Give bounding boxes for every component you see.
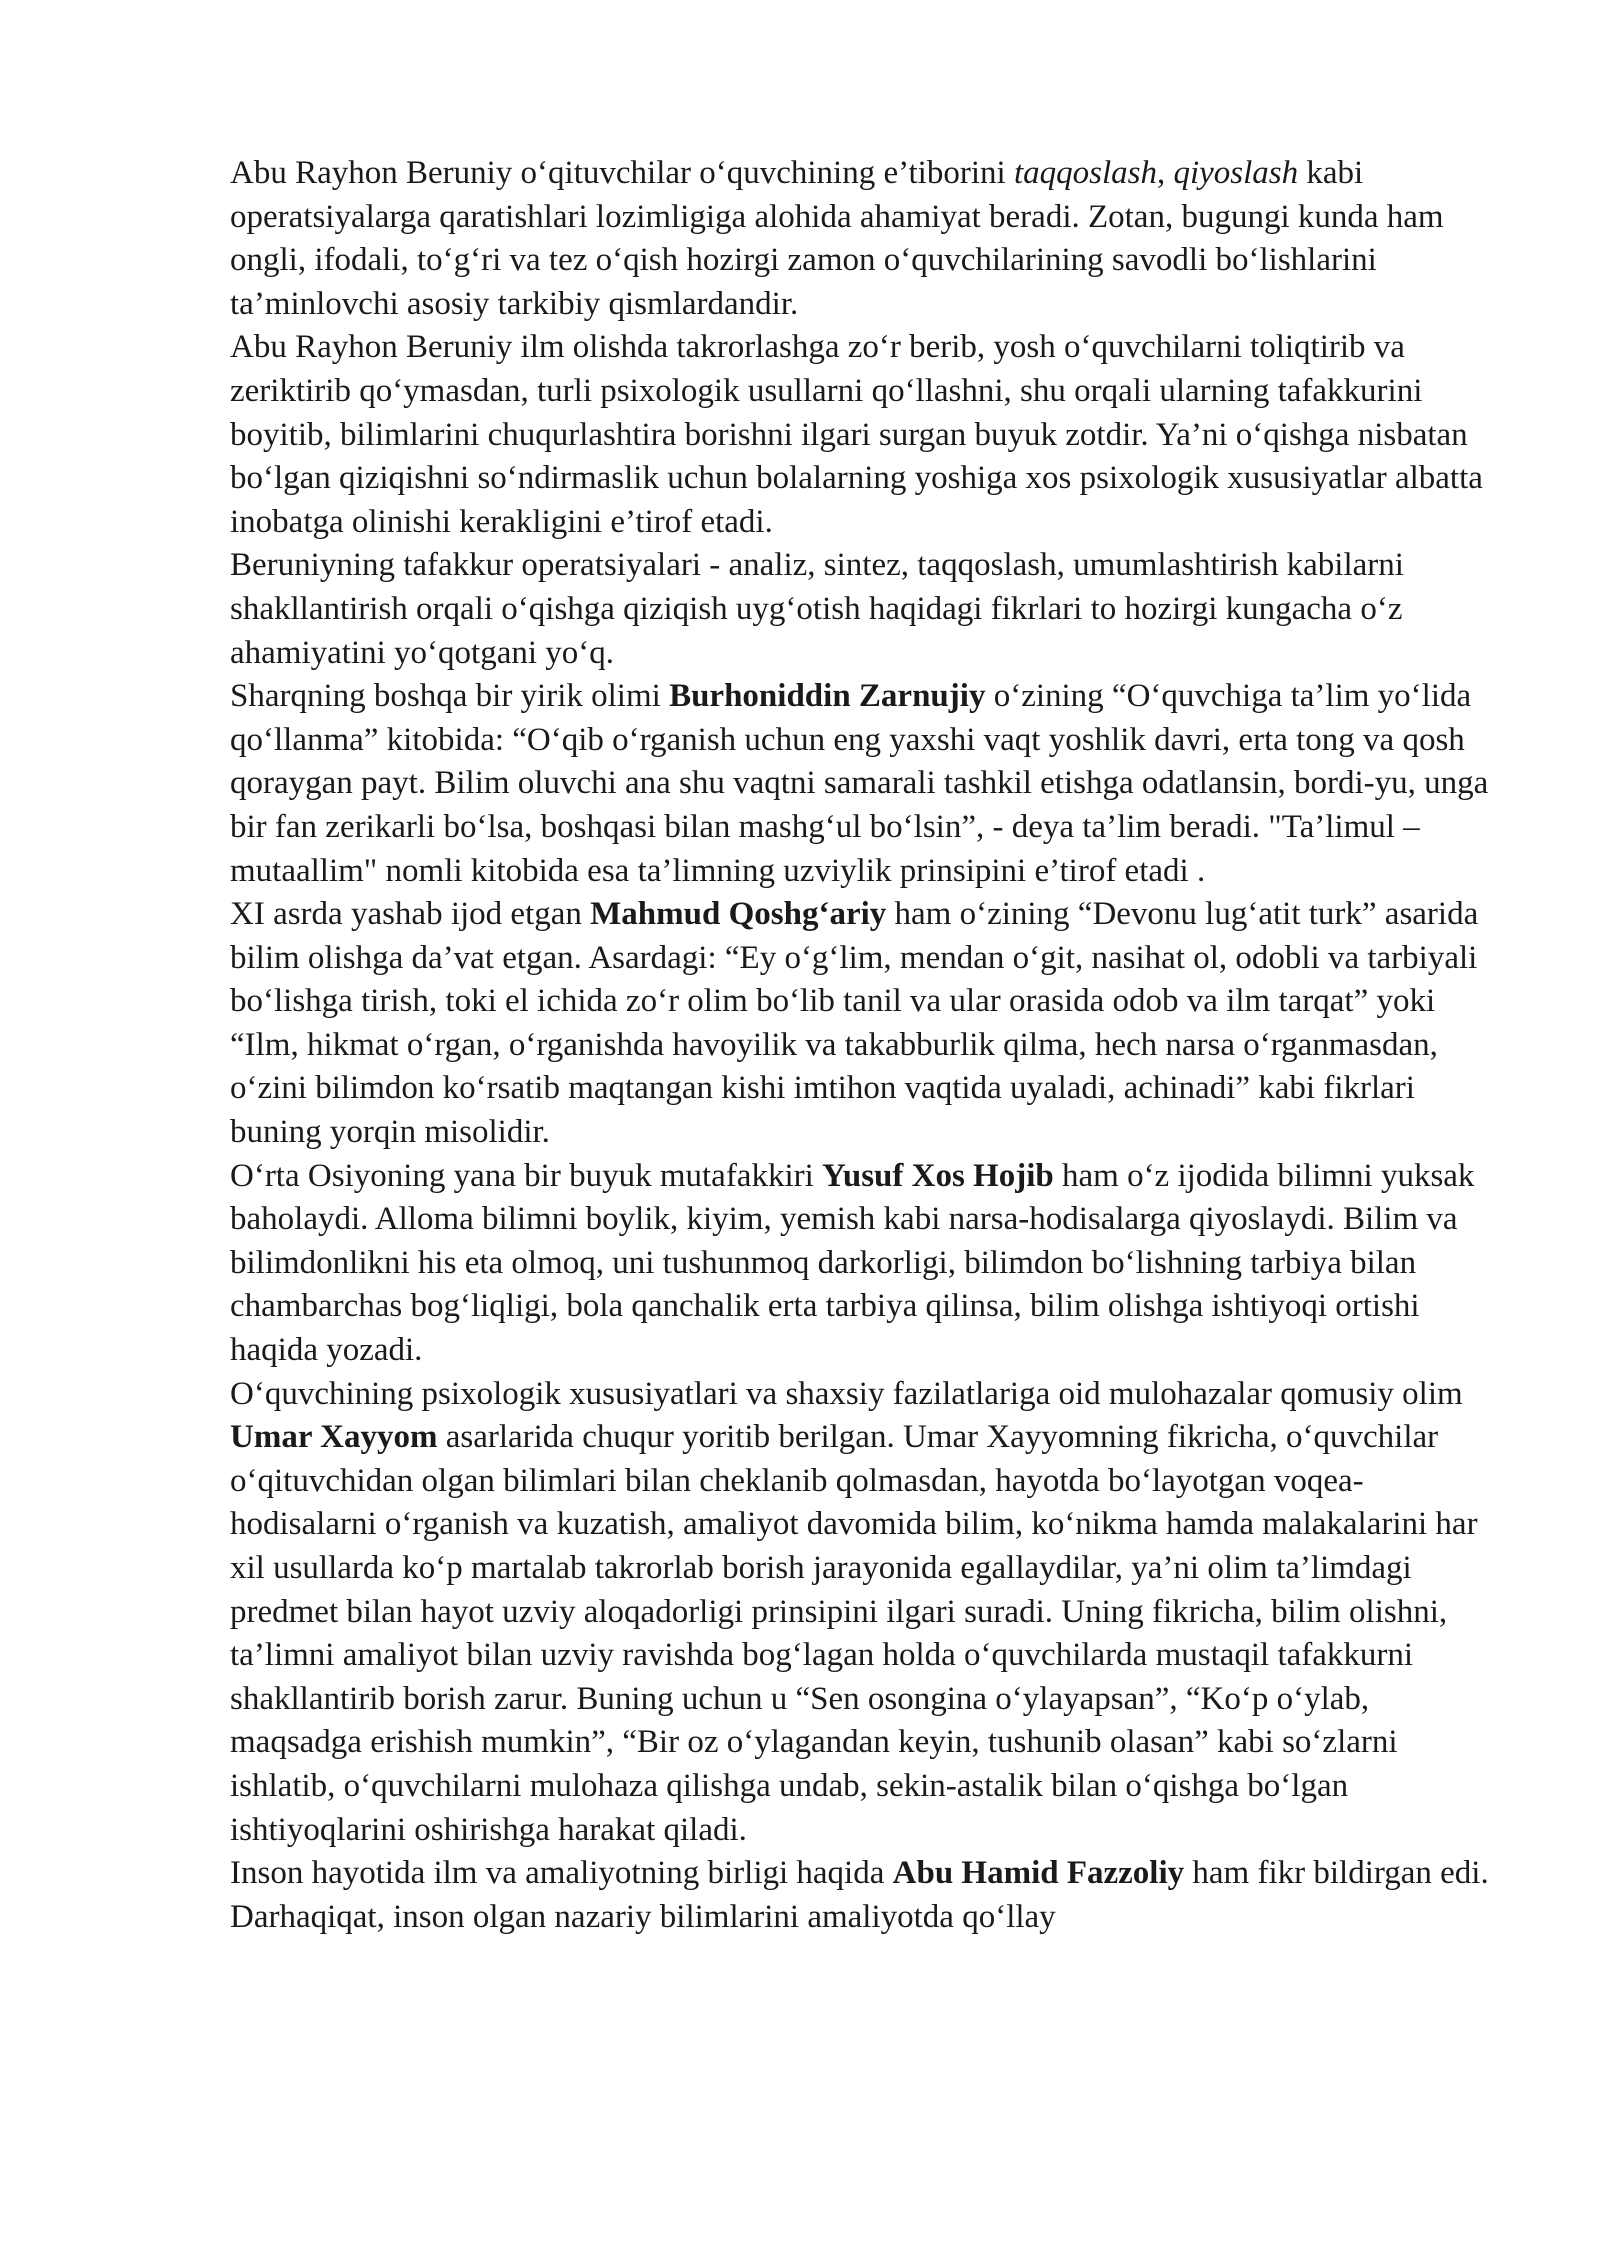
paragraph — [230, 1852, 1500, 1939]
paragraph — [230, 152, 1500, 326]
paragraph-text: kabi operatsiyalarga qaratishlari lozimligiga alohida ahamiyat beradi. Zotan, bugungi kunda ham ongli, ifodali, to‘g‘ri va tez o‘qish hozirgi zamon o‘quvchilarining savodli bo‘lishlarini ta’minlovchi asosiy tarkibiy qismlardandir. — [230, 155, 1444, 322]
paragraph-text: Beruniyning tafakkur operatsiyalari - analiz, sintez, taqqoslash, umumlashtirish kabilarni shakllantirish orqali o‘qishga qiziqish uyg‘otish haqidagi fikrlari to hozirgi kungacha o‘z ahamiyatini yo‘qotgani yo‘q. — [230, 547, 1404, 671]
italic-term-text: qiyoslash — [1173, 155, 1299, 191]
paragraph — [230, 893, 1500, 1155]
paragraph — [230, 544, 1500, 675]
bold-name-text: Burhoniddin Zarnujiy — [669, 678, 986, 715]
paragraph-text: ham fikr bildirgan edi. Darhaqiqat, inson olgan nazariy bilimlarini amaliyotda qo‘llay — [230, 1855, 1489, 1935]
paragraph — [230, 326, 1500, 544]
paragraph-text: o‘zining “O‘quvchiga ta’lim yo‘lida qo‘llanma” kitobida: “O‘qib o‘rganish uchun eng yaxshi vaqt yoshlik davri, erta tong va qosh qoraygan payt. Bilim oluvchi ana shu vaqtni samarali tashkil etishga odatlansin, bordi-yu, unga bir fan zerikarli bo‘lsa, boshqasi bilan mashg‘ul bo‘lsin”, - deya ta’lim beradi. "Ta’limul – mutaallim" nomli kitobida esa ta’limning uzviylik prinsipini e’tirof etadi . — [230, 678, 1489, 889]
document-body — [230, 152, 1500, 1939]
paragraph-text: Abu Rayhon Beruniy ilm olishda takrorlashga zo‘r berib, yosh o‘quvchilarni toliqtirib va zeriktirib qo‘ymasdan, turli psixologik usullarni qo‘llashni, shu orqali ularning tafakkurini boyitib, bilimlarini chuqurlashtira borishni ilgari surgan buyuk zotdir. Ya’ni o‘qishga nisbatan bo‘lgan qiziqishni so‘ndirmaslik uchun bolalarning yoshiga xos psixologik xususiyatlar albatta inobatga olinishi kerakligini e’tirof etadi. — [230, 329, 1483, 540]
paragraph-text: , — [1156, 155, 1174, 191]
bold-name-text: Mahmud Qoshg‘ariy — [590, 896, 887, 933]
paragraph — [230, 675, 1500, 893]
paragraph-text: O‘rta Osiyoning yana bir buyuk mutafakkiri — [230, 1157, 823, 1194]
paragraph-text: O‘quvchining psixologik xususiyatlari va shaxsiy fazilatlariga oid mulohazalar qomusiy olim — [230, 1375, 1463, 1412]
paragraph-text: Abu Rayhon Beruniy o‘qituvchilar o‘quvchining e’tiborini — [230, 155, 1014, 191]
paragraph-text: XI asrda yashab ijod etgan — [230, 896, 591, 933]
paragraph — [230, 1373, 1500, 1853]
paragraph-text: asarlarida chuqur yoritib berilgan. Umar Xayyomning fikricha, o‘quvchilar o‘qituvchidan olgan bilimlari bilan cheklanib qolmasdan, hayotda bo‘layotgan voqea-hodisalarni o‘rganish va kuzatish, amaliyot davomida bilim, ko‘nikma hamda malakalarini har xil usullarda ko‘p martalab takrorlab borish jarayonida egallaydilar, ya’ni olim ta’limdagi predmet bilan hayot uzviy aloqadorligi prinsipini ilgari suradi. Uning fikricha, bilim olishni, ta’limni amaliyot bilan uzviy ravishda bog‘lagan holda o‘quvchilarda mustaqil tafakkurni shakllantirib borish zarur. Buning uchun u “Sen osongina o‘ylayapsan”, “Ko‘p o‘ylab, maqsadga erishish mumkin”, “Bir oz o‘ylagandan keyin, tushunib olasan” kabi so‘zlarni ishlatib, o‘quvchilarni mulohaza qilishga undab, sekin-astalik bilan o‘qishga bo‘lgan ishtiyoqlarini oshirishga harakat qiladi. — [230, 1419, 1478, 1848]
paragraph — [230, 1155, 1500, 1373]
paragraph-text: ham o‘zining “Devonu lug‘atit turk” asarida bilim olishga da’vat etgan. Asardagi: “Ey o‘g‘lim, mendan o‘git, nasihat ol, odobli va tarbiyali bo‘lishga tirish, toki el ichida zo‘r olim bo‘lib tanil va ular orasida odob va ilm tarqat” yoki “Ilm, hikmat o‘rgan, o‘rganishda havoyilik va takabburlik qilma, hech narsa o‘rganmasdan, o‘zini bilimdon ko‘rsatib maqtangan kishi imtihon vaqtida uyaladi, achinadi” kabi fikrlari buning yorqin misolidir. — [230, 896, 1479, 1151]
bold-name-text: Yusuf Xos Hojib — [822, 1157, 1054, 1194]
paragraph-text: ham o‘z ijodida bilimni yuksak baholaydi. Alloma bilimni boylik, kiyim, yemish kabi narsa-hodisalarga qiyoslaydi. Bilim va bilimdonlikni his eta olmoq, uni tushunmoq darkorligi, bilimdon bo‘lishning tarbiya bilan chambarchas bog‘liqligi, bola qanchalik erta tarbiya qilinsa, bilim olishga ishtiyoqi ortishi haqida yozadi. — [230, 1157, 1475, 1369]
bold-name-text: Abu Hamid Fazzoliy — [892, 1855, 1185, 1892]
paragraph-text: Inson hayotida ilm va amaliyotning birligi haqida — [230, 1855, 893, 1892]
paragraph-text: Sharqning boshqa bir yirik olimi — [230, 678, 670, 715]
italic-term-text: taqqoslash — [1013, 155, 1157, 191]
bold-name-text: Umar Xayyom — [230, 1419, 438, 1456]
